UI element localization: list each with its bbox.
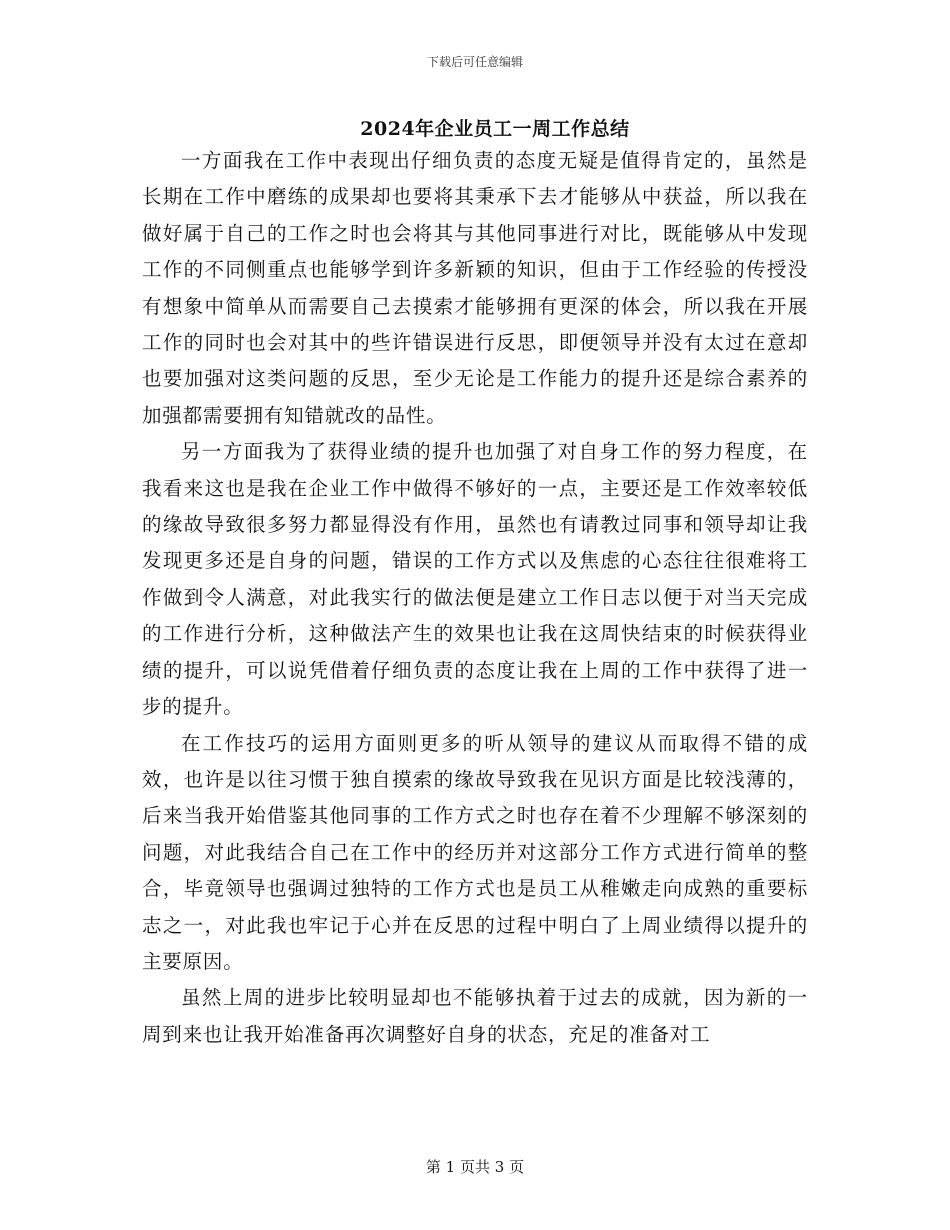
paragraph-3: 在工作技巧的运用方面则更多的听从领导的建议从而取得不错的成效，也许是以往习惯于独自摸索的缘故导致我在见识方面是比较浅薄的，后来当我开始借鉴其他同事的工作方式之时也存在着不少理解不够深刻的问题，对此我结合自己在工作中的经历并对这部分工作方式进行简单的整合，毕竟领导也强调过独特的工作方式也是员工从稚嫩走向成熟的重要标志之一，对此我也牢记于心并在反思的过程中明白了上周业绩得以提升的主要原因。: [142, 731, 808, 973]
page-footer: 第 1 页共 3 页: [425, 1158, 525, 1176]
document-title: 2024年企业员工一周工作总结: [360, 118, 630, 140]
page-header-note: 下载后可任意编辑: [426, 55, 523, 69]
document-body: [142, 143, 808, 1053]
paragraph-1: 一方面我在工作中表现出仔细负责的态度无疑是值得肯定的，虽然是长期在工作中磨练的成果却也要将其秉承下去才能够从中获益，所以我在做好属于自己的工作之时也会将其与其他同事进行对比，既能够从中发现工作的不同侧重点也能够学到许多新颖的知识，但由于工作经验的传授没有想象中简单从而需要自己去摸索才能够拥有更深的体会，所以我在开展工作的同时也会对其中的些许错误进行反思，即便领导并没有太过在意却也要加强对这类问题的反思，至少无论是工作能力的提升还是综合素养的加强都需要拥有知错就改的品性。: [142, 149, 808, 427]
paragraph-4: 虽然上周的进步比较明显却也不能够执着于过去的成就，因为新的一周到来也让我开始准备再次调整好自身的状态，充足的准备对工: [142, 986, 808, 1046]
paragraph-2: 另一方面我为了获得业绩的提升也加强了对自身工作的努力程度，在我看来这也是我在企业工作中做得不够好的一点，主要还是工作效率较低的缘故导致很多努力都显得没有作用，虽然也有请教过同事和领导却让我发现更多还是自身的问题，错误的工作方式以及焦虑的心态往往很难将工作做到令人满意，对此我实行的做法便是建立工作日志以便于对当天完成的工作进行分析，这种做法产生的效果也让我在这周快结束的时候获得业绩的提升，可以说凭借着仔细负责的态度让我在上周的工作中获得了进一步的提升。: [142, 440, 808, 719]
